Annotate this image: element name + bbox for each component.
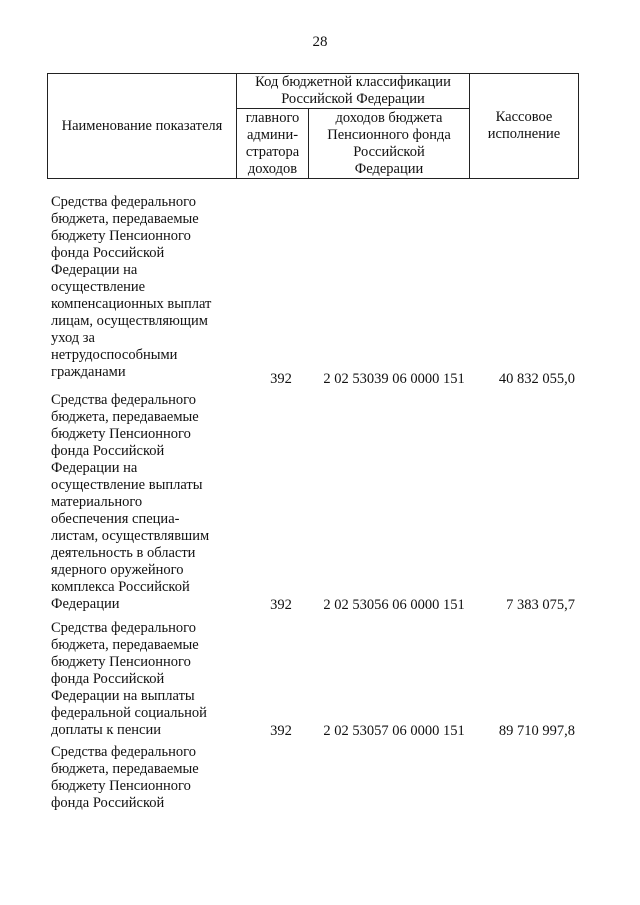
row-admin-code: 392: [270, 371, 292, 387]
row-income-code: 2 02 53039 06 0000 151: [323, 371, 465, 387]
row-income-code: 2 02 53057 06 0000 151: [323, 723, 465, 739]
table-header: [47, 73, 579, 179]
row-admin-code: 392: [270, 597, 292, 613]
header-name: Наименование показателя: [61, 117, 223, 134]
row-amount: 7 383 075,7: [506, 597, 575, 613]
page-number: 28: [312, 34, 328, 50]
row-name: Средства федерального бюджета, передаваемые бюджету Пенсионного фонда Российской: [51, 744, 199, 811]
row-income-code: 2 02 53056 06 0000 151: [323, 597, 465, 613]
row-name: Средства федерального бюджета, передаваемые бюджету Пенсионного фонда Российской Федерации на выплаты федеральной социальной доплаты к пенсии: [51, 620, 207, 738]
header-code-group: Код бюджетной классификации Российской Федерации: [255, 74, 451, 107]
row-amount: 40 832 055,0: [498, 371, 575, 387]
row-amount: 89 710 997,8: [498, 723, 575, 739]
header-border-right: [578, 73, 579, 179]
header-income-code: доходов бюджета Пенсионного фонда Российской Федерации: [327, 109, 451, 177]
row-name: Средства федерального бюджета, передаваемые бюджету Пенсионного фонда Российской Федерации на осуществление компенсационных выплат лицам, осуществляющим уход за нетрудоспособными гражданами: [51, 194, 212, 380]
row-admin-code: 392: [270, 723, 292, 739]
header-admin: главного админи- стратора доходов: [245, 109, 300, 177]
header-amount: Кассовое исполнение: [487, 109, 561, 142]
row-name: Средства федерального бюджета, передаваемые бюджету Пенсионного фонда Российской Федерации на осуществление выплаты материального обеспечения специа- листам, осуществлявшим деятельность в области ядерного оружейного комплекса Российской Федерации: [51, 392, 210, 612]
header-border-bottom: [47, 178, 579, 179]
